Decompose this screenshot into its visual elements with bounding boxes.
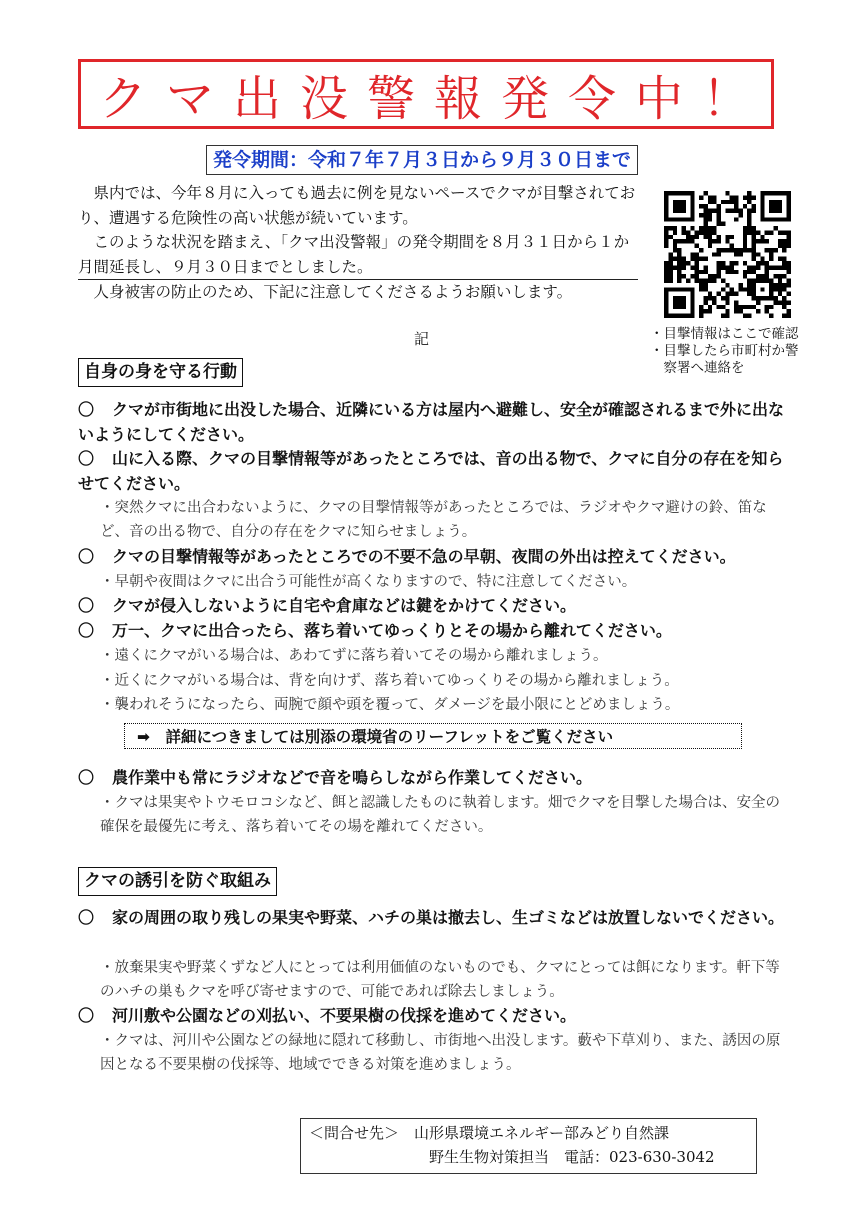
list-item: 〇 クマが市街地に出没した場合、近隣にいる方は屋内へ避難し、安全が確認されるまで外に出ないようにしてください。 xyxy=(78,400,785,444)
qr-note-line-2: ・目撃したら市町村か警 xyxy=(650,343,799,359)
circle-bullet: 〇 xyxy=(78,908,95,927)
list-item: 〇 家の周囲の取り残しの果実や野菜、ハチの巣は撤去し、生ゴミなどは放置しないでください。 xyxy=(78,906,788,931)
page-title: クマ出没警報発令中！ xyxy=(98,70,769,127)
circle-bullet: 〇 xyxy=(78,547,95,566)
section-heading-attraction-prevention: クマの誘引を防ぐ取組み xyxy=(78,867,277,896)
list-sub-item: ・襲われそうになったら、両腕で顔や頭を覆って、ダメージを最小限にとどめましょう。 xyxy=(100,697,680,713)
circle-bullet: 〇 xyxy=(78,449,95,468)
qr-note-line-1: ・目撃情報はここで確認 xyxy=(650,326,799,342)
circle-bullet: 〇 xyxy=(78,596,95,615)
list-item: 〇 河川敷や公園などの刈払い、不要果樹の伐採を進めてください。 xyxy=(78,1004,788,1029)
circle-bullet: 〇 xyxy=(78,768,95,787)
ki-heading: 記 xyxy=(414,330,430,348)
list-item: 〇 クマの目撃情報等があったところでの不要不急の早朝、夜間の外出は控えてください。 xyxy=(78,545,788,570)
list-sub-item: ・遠くにクマがいる場合は、あわてずに落ち着いてその場から離れましょう。 xyxy=(100,648,608,664)
contact-box xyxy=(300,1118,757,1174)
list-item: 〇 山に入る際、クマの目撃情報等があったところでは、音の出る物で、クマに自分の存在を知らせてください。 xyxy=(78,449,784,493)
contact-unit: 野生生物対策担当 電話：023-630-3042 xyxy=(429,1148,715,1166)
list-sub-item: ・早朝や夜間はクマに出合う可能性が高くなりますので、特に注意してください。 xyxy=(100,574,637,590)
leaflet-reference-note: ➡ 詳細につきましては別添の環境省のリーフレットをご覧ください xyxy=(124,723,742,749)
list-item: 〇 万一、クマに出合ったら、落ち着いてゆっくりとその場から離れてください。 xyxy=(78,619,788,644)
circle-bullet: 〇 xyxy=(78,1006,95,1025)
list-item: 〇 農作業中も常にラジオなどで音を鳴らしながら作業してください。 xyxy=(78,766,788,791)
section-heading-self-protection: 自身の身を守る行動 xyxy=(78,358,243,387)
circle-bullet: 〇 xyxy=(78,621,95,640)
intro-paragraph-3: 人身被害の防止のため、下記に注意してくださるようお願いします。 xyxy=(78,283,573,301)
qr-note xyxy=(650,326,799,377)
title-box xyxy=(78,59,774,129)
qr-note-line-3: 察署へ連絡を xyxy=(650,360,745,376)
list-sub-item: ・放棄果実や野菜くずなど人にとっては利用価値のないものでも、クマにとっては餌になります。軒下等のハチの巣もクマを呼び寄せますので、可能であれば除去しましょう。 xyxy=(100,960,780,1000)
list-sub-item: ・クマは果実やトウモロコシなど、餌と認識したものに執着します。畑でクマを目撃した場合は、安全の確保を最優先に考え、落ち着いてその場を離れてください。 xyxy=(100,795,781,835)
intro-text xyxy=(78,181,638,305)
list-sub-item: ・突然クマに出合わないように、クマの目撃情報等があったところでは、ラジオやクマ避けの鈴、笛など、音の出る物で、自分の存在をクマに知らせましょう。 xyxy=(100,500,767,540)
issuance-period: 発令期間：令和７年７月３日から９月３０日まで xyxy=(206,145,638,175)
list-sub-item: ・クマは、河川や公園などの緑地に隠れて移動し、市街地へ出没します。藪や下草刈り、また、誘因の原因となる不要果樹の伐採等、地域でできる対策を進めましょう。 xyxy=(100,1033,781,1073)
intro-paragraph-1: 県内では、今年８月に入っても過去に例を見ないペースでクマが目撃されており、遭遇する危険性の高い状態が続いています。 xyxy=(78,184,636,227)
qr-code-icon[interactable] xyxy=(664,191,791,318)
contact-row-1 xyxy=(309,1121,756,1145)
circle-bullet: 〇 xyxy=(78,400,95,419)
list-sub-item: ・近くにクマがいる場合は、背を向けず、落ち着いてゆっくりその場から離れましょう。 xyxy=(100,673,679,689)
contact-label: ＜問合せ先＞ xyxy=(309,1124,400,1142)
list-item: 〇 クマが侵入しないように自宅や倉庫などは鍵をかけてください。 xyxy=(78,594,788,619)
contact-dept: 山形県環境エネルギー部みどり自然課 xyxy=(414,1124,670,1142)
intro-paragraph-2: このような状況を踏まえ、「クマ出没警報」の発令期間を８月３１日から１か月間延長し、９月３０日までとしました。 xyxy=(78,230,638,280)
